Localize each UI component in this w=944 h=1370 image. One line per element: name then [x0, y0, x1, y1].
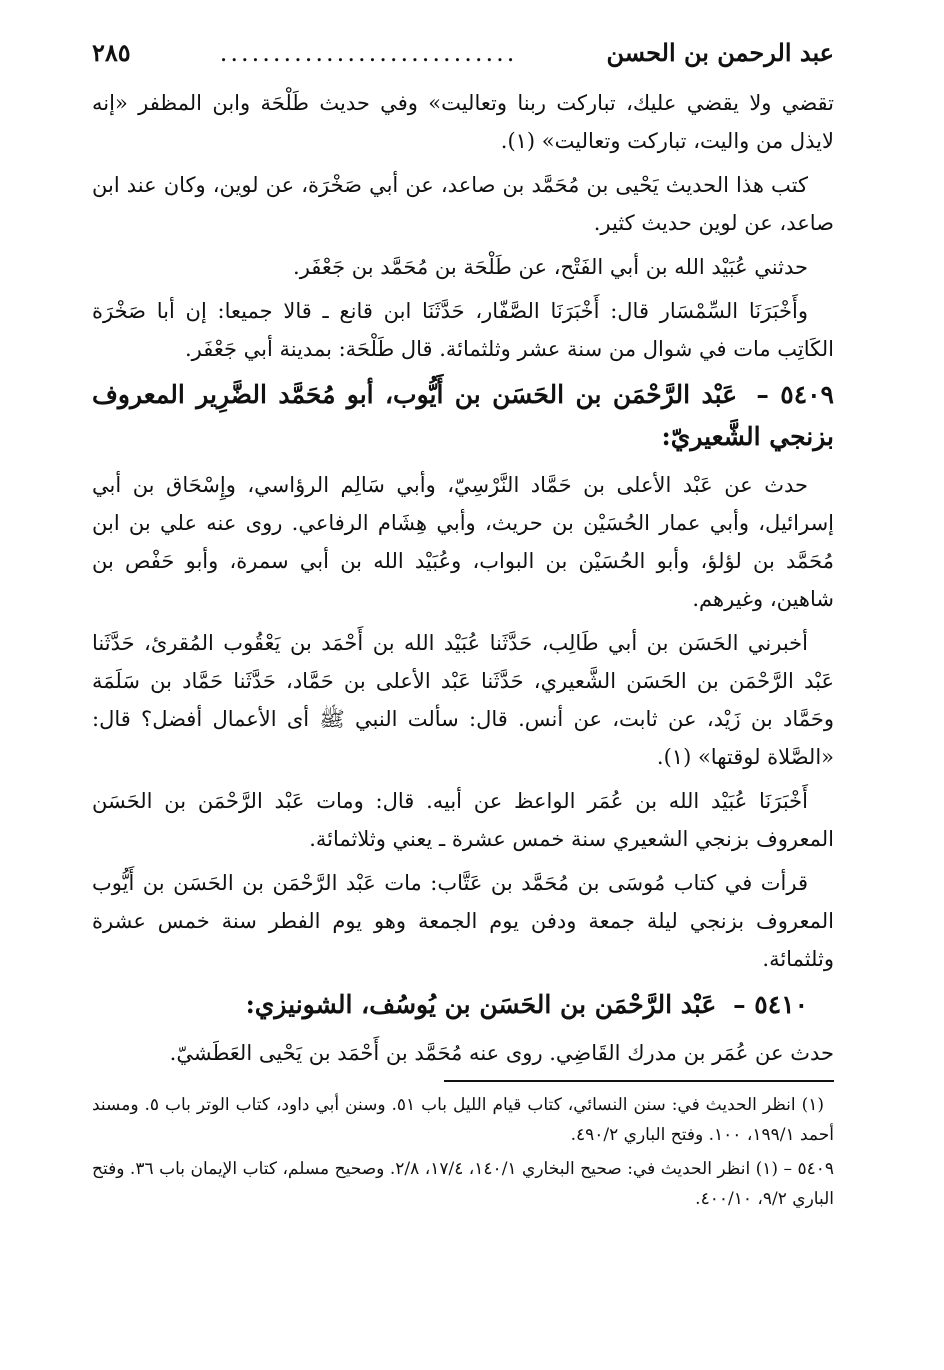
running-header: [92, 38, 834, 84]
paragraph-chain: حدثني عُبَيْد الله بن أبي الفَتْح، عن طَلْحَة بن مُحَمَّد بن جَعْفَر.: [293, 255, 808, 279]
paragraph-continuation: تقضي ولا يقضي عليك، تباركت ربنا وتعاليت» وفي حديث طَلْحَة وابن المظفر «إنه لايذل من واليت، تباركت وتعاليت» (١).: [92, 91, 834, 153]
running-title: عبد الرحمن بن الحسن: [606, 38, 834, 67]
leader-dots: ............................: [219, 39, 518, 67]
entry-title: عَبْد الرَّحْمَن بن الحَسَن بن يُوسُف، الشونيزي:: [245, 990, 717, 1019]
paragraph-hadith: أخبرني الحَسَن بن أبي طَالِب، حَدَّثَنا عُبَيْد الله بن أَحْمَد بن يَعْقُوب المُقرئ، حَدَّثَنا عَبْد الرَّحْمَن بن الحَسَن الشَّعيري، حَدَّثَنا عَبْد الأعلى بن حَمَّاد، حَدَّثَنا حَمَّاد بن سَلَمَة وحَمَّاد بن زَيْد، عن ثابت، عن أنس. قال: سألت النبي ﷺ أى الأعمال أفضل؟ قال: «الصَّلاة لوقتها» (١).: [92, 631, 834, 769]
paragraph-death-date: أَخْبَرَنَا عُبَيْد الله بن عُمَر الواعظ عن أبيه. قال: ومات عَبْد الرَّحْمَن بن الحَسَن المعروف بزنجي الشعيري سنة خمس عشرة ـ يعني وثلاثمائة.: [92, 789, 834, 851]
paragraph-death-report: وأَخْبَرَنَا السِّمْسَار قال: أَخْبَرَنَا الصَّفّار، حَدَّثَنَا ابن قانع ـ قالا جميعا: إن أبا صَخْرَة الكَاتِب مات في شوال من سنة عشر وثلثمائة. قال طَلْحَة: بمدينة أبي جَعْفَر.: [92, 299, 834, 361]
footnote-1: (١) انظر الحديث في: سنن النسائي، كتاب قيام الليل باب ٥١. وسنن أبي داود، كتاب الوتر باب ٥. ومسند أحمد ١٩٩/١، ١٠٠. وفتح الباري ٤٩٠/٢.: [92, 1095, 834, 1145]
paragraph-transmission: كتب هذا الحديث يَحْيى بن مُحَمَّد بن صاعد، عن أبي صَخْرَة، عن لوين، وكان عند ابن صاعد، عن لوين حديث كثير.: [92, 173, 834, 235]
footnote-divider: [444, 1080, 834, 1082]
footnote-5409: ٥٤٠٩ – (١) انظر الحديث في: صحيح البخاري ١٤٠/١، ١٧/٤، ٢/٨. وصحيح مسلم، كتاب الإيمان باب ٣٦. وفتح الباري ٩/٢، ٤٠٠/١٠.: [92, 1159, 835, 1209]
page-number: ٢٨٥: [92, 38, 131, 67]
paragraph-burial: قرأت في كتاب مُوسَى بن مُحَمَّد بن عَتَّاب: مات عَبْد الرَّحْمَن بن الحَسَن بن أَيُّوب المعروف بزنجي ليلة جمعة ودفن يوم الجمعة وهو يوم الفطر سنة خمس عشرة وثلثمائة.: [92, 871, 834, 971]
paragraph-narrators: حدث عن عَبْد الأعلى بن حَمَّاد النَّرْسِيّ، وأبي سَالِم الرؤاسي، وإِسْحَاق بن أبي إسرائيل، وأبي عمار الحُسَيْن بن حريث، وأبي هِشَام الرفاعي. روى عنه علي بن ابن مُحَمَّد بن لؤلؤ، وأبو الحُسَيْن بن البواب، وعُبَيْد الله بن أبي سمرة، وأبو حَفْص بن شاهين، وغيرهم.: [92, 473, 834, 611]
entry-number: ٥٤١٠ –: [733, 990, 808, 1019]
paragraph-entry-5410: حدث عن عُمَر بن مدرك القَاضِي. روى عنه مُحَمَّد بن أَحْمَد بن يَحْيى العَطَشيّ.: [169, 1041, 834, 1065]
entry-heading-5409: [92, 374, 834, 458]
entry-heading-5410: [92, 984, 834, 1026]
footnotes: [92, 1090, 834, 1214]
entry-number: ٥٤٠٩ –: [756, 380, 834, 409]
entry-title: عَبْد الرَّحْمَن بن الحَسَن بن أَيُّوب، أبو مُحَمَّد الضَّرِير المعروف بزنجي الشَّعيريّ:: [92, 380, 834, 451]
